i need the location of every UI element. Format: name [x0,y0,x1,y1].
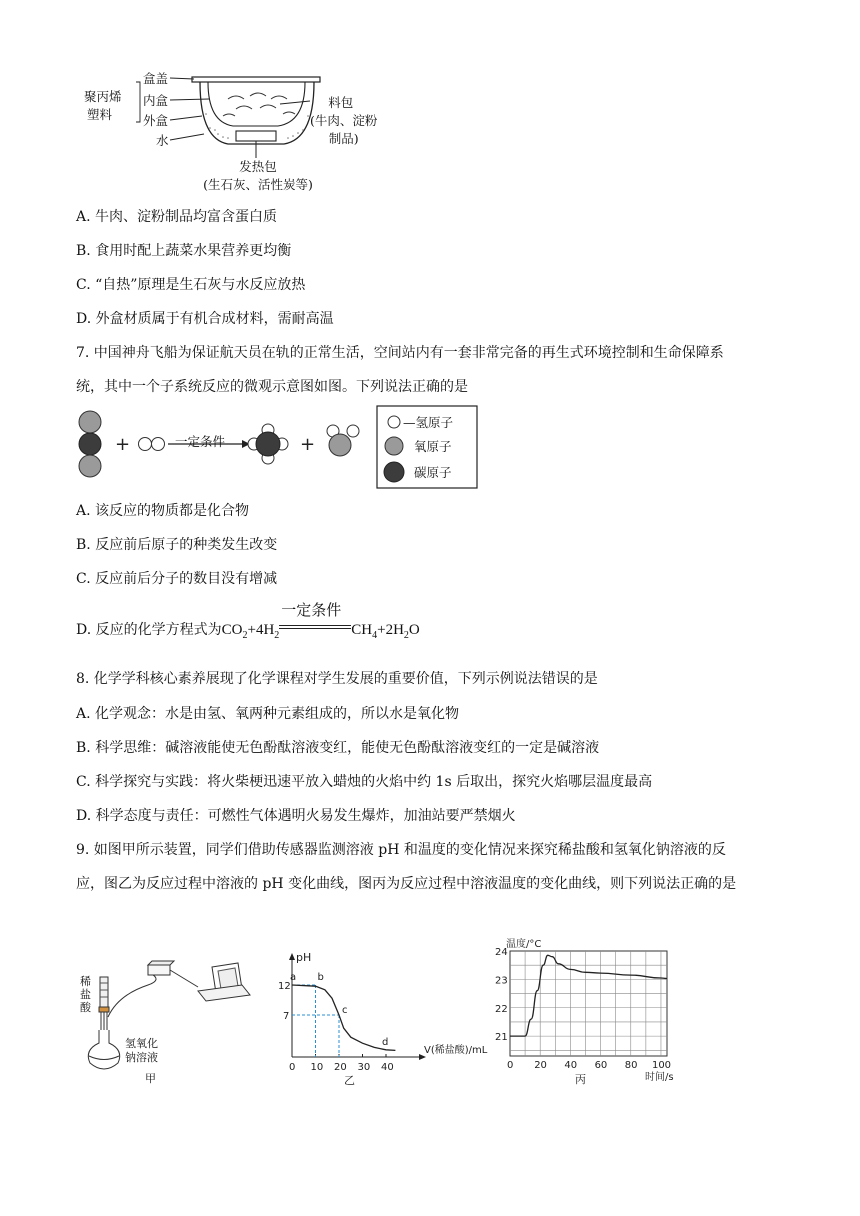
q6-option-c: C. “自热”原理是生石灰与水反应放热 [76,277,306,293]
caption-yi: 乙 [344,1074,355,1087]
ph-ylabel: pH [296,951,312,964]
temp-ylabel: 温度/°C [506,939,542,950]
label-food-pack-2: (牛肉、淀粉 [310,113,378,128]
label-food-pack: 料包 [328,95,354,110]
callout-inner-box: 内盒 [143,93,169,108]
temp-x-tick-80: 80 [624,1060,638,1071]
q7-option-d-prefix: D. 反应的化学方程式为 [76,622,222,638]
temp-x-tick-60: 60 [594,1060,608,1071]
eq-sub-2a: 2 [242,630,248,641]
equation-reactant-co2 [221,622,280,641]
heating-pack-label [188,158,328,194]
temp-x-tick-40: 40 [564,1060,578,1071]
q7-stem-line2: 统，其中一个子系统反应的微观示意图如图。下列说法正确的是 [76,379,468,395]
svg-text:+: + [115,434,131,455]
equation-products [351,622,420,641]
q7-option-c: C. 反应前后分子的数目没有增减 [76,571,278,587]
polypropylene-label [84,88,122,124]
apparatus-figure [78,955,278,1080]
callout-lid: 盒盖 [143,71,169,86]
label-polypropylene-2: 塑料 [87,107,113,122]
ph-curve [292,985,395,1050]
ph-point-label-a: a [290,972,297,983]
temp-y-tick-23: 23 [495,975,508,987]
base-label-2: 钠溶液 [125,1051,158,1064]
q8-option-c: C. 科学探究与实践：将火柴梗迅速平放入蜡烛的火焰中约 1s 后取出，探究火焰哪层温度最高 [76,774,653,790]
q7-stem-line1: 7. 中国神舟飞船为保证航天员在轨的正常生活，空间站内有一套非常完备的再生式环境控制和生命保障系 [76,345,724,361]
temp-y-tick-22: 22 [495,1003,508,1015]
legend-carbon: 碳原子 [414,465,452,480]
equation-condition: 一定条件 [281,601,342,619]
label-heating-pack: 发热包 [239,159,277,174]
q6-option-b: B. 食用时配上蔬菜水果营养更均衡 [76,243,292,259]
ph-xlabel: V(稀盐酸)/mL [424,1045,488,1056]
svg-text:+: + [300,434,316,455]
label-polypropylene-1: 聚丙烯 [84,89,122,104]
q7-option-b: B. 反应前后原子的种类发生改变 [76,537,278,553]
q6-option-a: A. 牛肉、淀粉制品均富含蛋白质 [76,209,278,225]
acid-label-1: 稀 [80,975,91,988]
temp-plot-frame [510,951,667,1056]
callout-water: 水 [156,133,169,148]
eq-sub-2c: 2 [403,630,409,641]
temp-y-tick-24: 24 [495,947,508,958]
temp-x-tick-100: 100 [651,1060,672,1071]
acid-label-2: 盐 [80,988,91,1001]
ph-x-tick-20: 20 [334,1062,347,1073]
equation-arrow [279,601,351,637]
ph-x-tick-10: 10 [310,1062,324,1073]
legend-oxygen: 氧原子 [414,439,452,454]
ph-x-tick-40: 40 [381,1062,394,1073]
label-heating-pack-2: (生石灰、活性炭等) [203,177,313,192]
eq-2h: +2H [377,622,404,638]
acid-label-3: 酸 [80,1001,91,1014]
ph-chart [272,948,502,1088]
ph-y-tick-12: 12 [278,981,291,992]
acid-label [80,975,91,1014]
temp-x-tick-20: 20 [534,1060,547,1071]
temp-x-tick-0: 0 [507,1060,514,1071]
q8-option-b: B. 科学思维：碱溶液能使无色酚酞溶液变红，能使无色酚酞溶液变红的一定是碱溶液 [76,740,600,756]
eq-ch: CH [351,622,373,638]
q7-option-d [76,601,420,646]
q9-stem-line1: 9. 如图甲所示装置，同学们借助传感器监测溶液 pH 和温度的变化情况来探究稀盐酸和氢氧化钠溶液的反 [76,842,726,858]
callout-outer-box: 外盒 [143,113,169,128]
label-food-pack-3: 制品) [328,131,359,146]
q6-option-d: D. 外盒材质属于有机合成材料，需耐高温 [76,311,334,327]
reaction-condition-label: 一定条件 [175,434,226,449]
ph-point-label-c: c [342,1005,348,1016]
temperature-chart [490,935,690,1090]
ph-x-tick-30: 30 [357,1062,371,1073]
ph-point-label-b: b [317,972,324,983]
legend-hydrogen: —氢原子 [403,415,454,430]
eq-4h: +4H [247,622,275,638]
caption-bing: 丙 [575,1073,586,1086]
eq-sub-2b: 2 [274,630,280,641]
ph-x-tick-0: 0 [289,1062,296,1073]
q7-option-a: A. 该反应的物质都是化合物 [76,503,250,519]
food-pack-label [310,94,377,148]
q9-stem-line2: 应，图乙为反应过程中溶液的 pH 变化曲线，图丙为反应过程中溶液温度的变化曲线，则下列说法正确的是 [76,876,737,892]
ph-y-arrow [289,953,295,960]
eq-co: CO [221,622,243,638]
caption-jia: 甲 [145,1072,156,1085]
temp-xlabel: 时间/s [645,1072,674,1083]
q8-option-a: A. 化学观念：水是由氢、氧两种元素组成的，所以水是氧化物 [76,706,460,722]
eq-o: O [408,622,420,638]
base-label-1: 氢氧化 [125,1037,158,1050]
q8-stem: 8. 化学学科核心素养展现了化学课程对学生发展的重要价值，下列示例说法错误的是 [76,671,598,687]
q8-option-d: D. 科学态度与责任：可燃性气体遇明火易发生爆炸，加油站要严禁烟火 [76,808,516,824]
ph-point-label-d: d [382,1037,389,1048]
base-label [125,1037,158,1065]
ph-y-tick-7: 7 [283,1011,290,1022]
temp-y-tick-21: 21 [495,1032,508,1044]
eq-sub-4: 4 [372,630,378,641]
